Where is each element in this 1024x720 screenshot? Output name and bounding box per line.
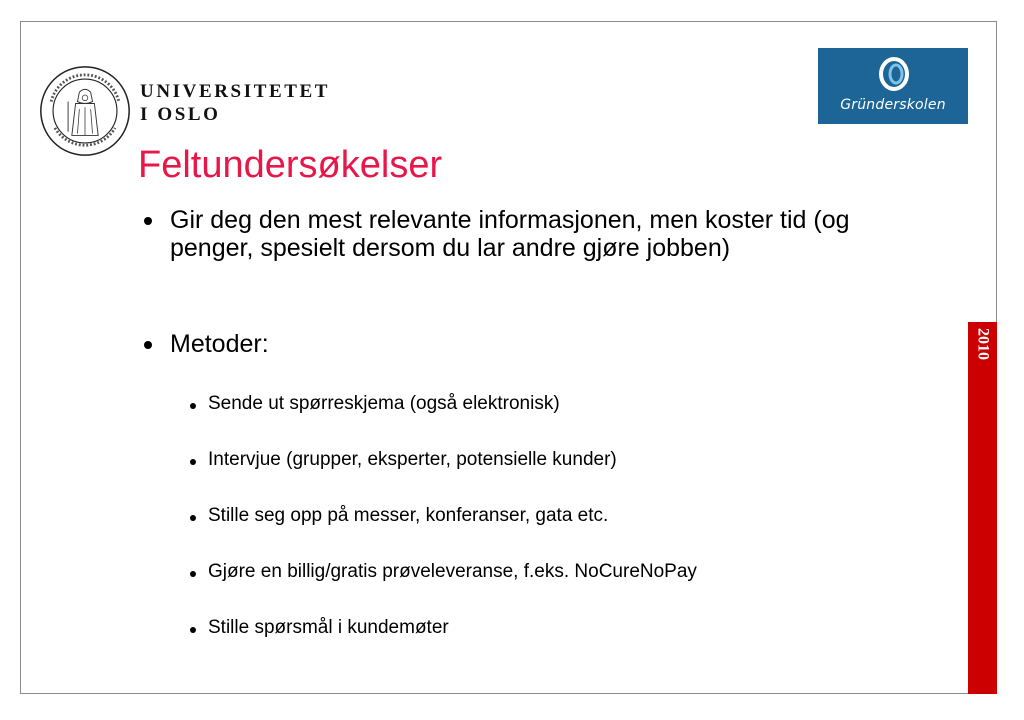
bullet-text: Gir deg den mest relevante informasjonen, men koster tid (og penger, spesielt dersom du lar andre gjøre jobben) bbox=[170, 206, 850, 262]
university-wordmark bbox=[140, 80, 330, 126]
slide-title: Feltundersøkelser bbox=[138, 144, 443, 186]
sub-bullet-text: Gjøre en billig/gratis prøveleveranse, f.eks. NoCureNoPay bbox=[208, 561, 697, 582]
sub-bullet-dot-icon bbox=[190, 627, 196, 633]
bullet-dot-icon bbox=[144, 217, 152, 225]
grunderskolen-logo-text: Gründerskolen bbox=[840, 97, 946, 113]
year-label: 2010 bbox=[974, 328, 992, 360]
swirl-logo-icon bbox=[878, 56, 910, 92]
bullet-text: Metoder: bbox=[170, 330, 269, 358]
grunderskolen-logo bbox=[818, 48, 968, 124]
university-name-line2: I OSLO bbox=[140, 104, 221, 125]
sub-bullet-text: Intervjue (grupper, eksperter, potensielle kunder) bbox=[208, 449, 617, 470]
sub-bullet-dot-icon bbox=[190, 403, 196, 409]
university-name-line1: UNIVERSITETET bbox=[140, 81, 331, 102]
sub-bullet-dot-icon bbox=[190, 459, 196, 465]
year-sidebar bbox=[968, 322, 997, 694]
sub-bullet-dot-icon bbox=[190, 571, 196, 577]
sub-bullet-text: Sende ut spørreskjema (også elektronisk) bbox=[208, 393, 560, 414]
university-seal-icon bbox=[38, 64, 132, 158]
sub-bullet-text: Stille seg opp på messer, konferanser, gata etc. bbox=[208, 505, 609, 526]
bullet-dot-icon bbox=[144, 341, 152, 349]
sub-bullet-text: Stille spørsmål i kundemøter bbox=[208, 617, 449, 638]
sub-bullet-dot-icon bbox=[190, 515, 196, 521]
